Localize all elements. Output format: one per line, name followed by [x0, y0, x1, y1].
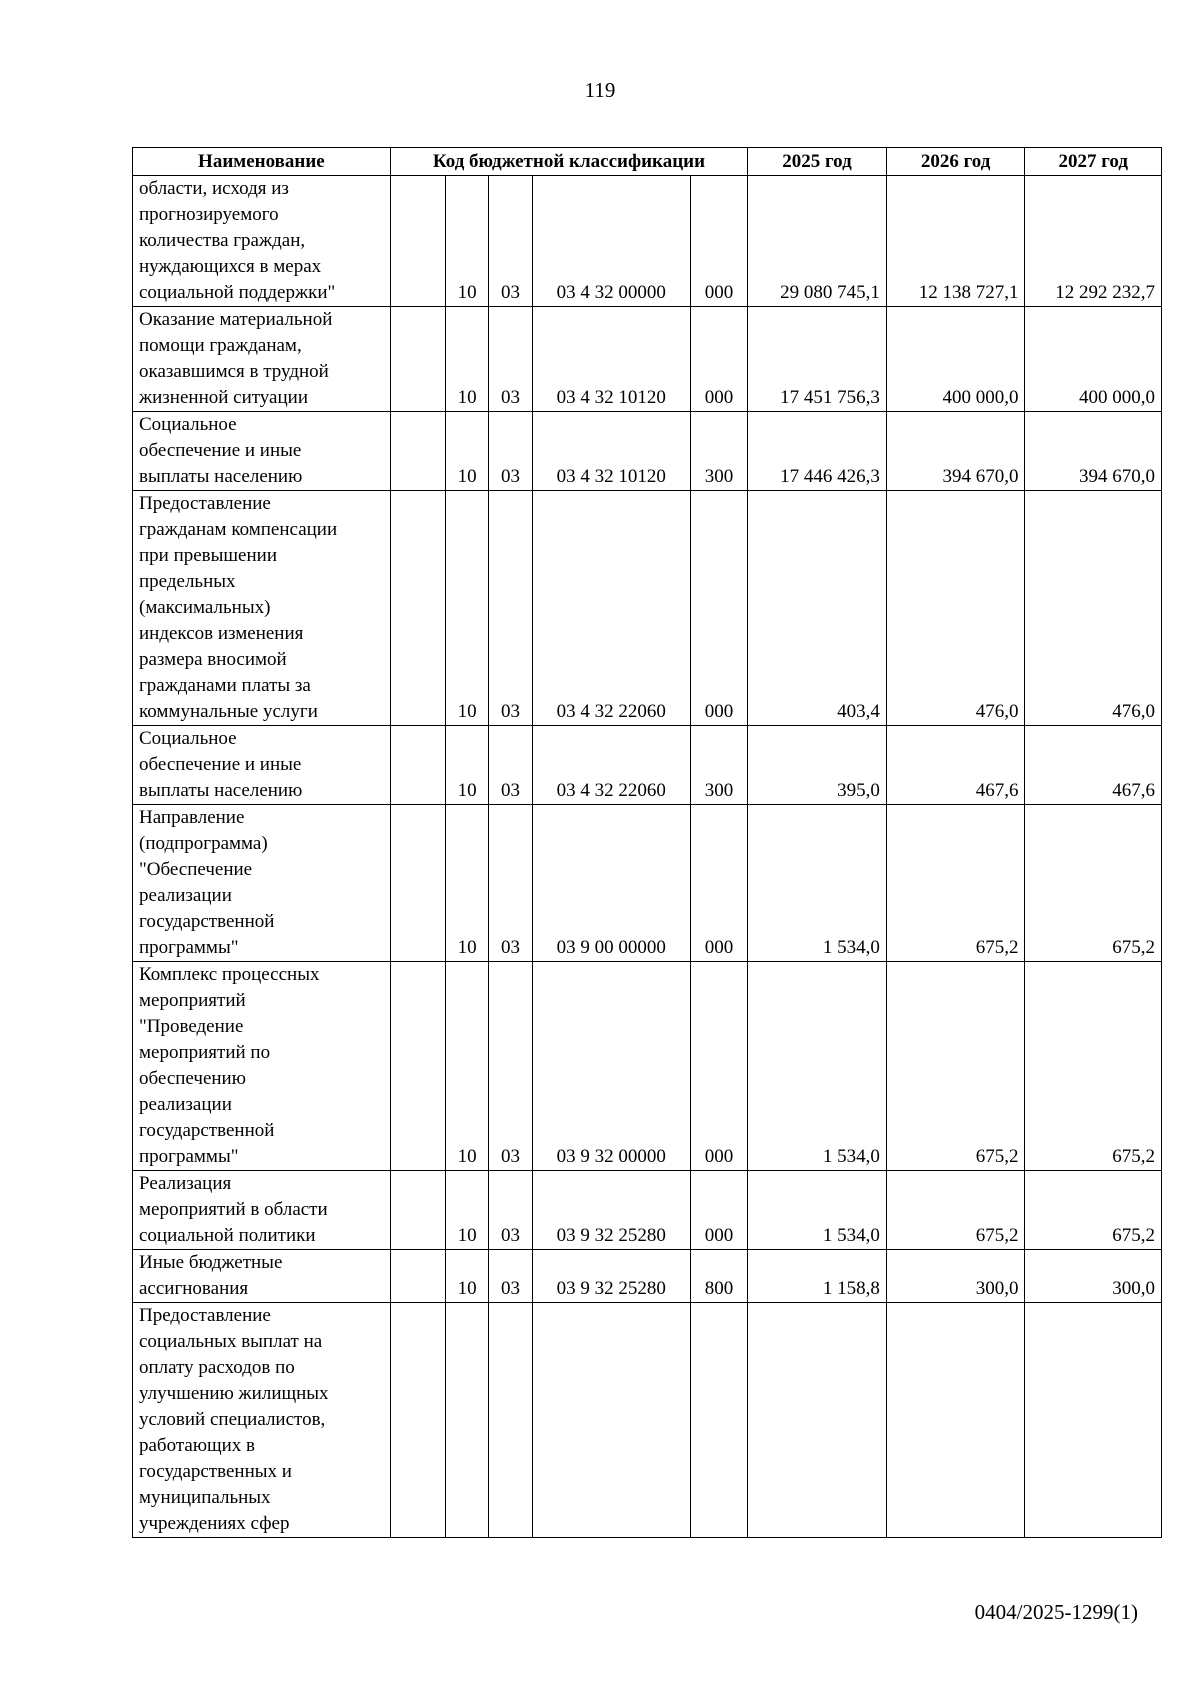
cell-name-line: государственной [139, 1120, 275, 1141]
cell-expense-type-code: 000 [690, 1171, 747, 1250]
cell-amount-2027: 675,2 [1025, 805, 1162, 962]
cell-name-line: Направление [139, 807, 245, 828]
cell-code-part-1 [390, 412, 445, 491]
cell-amount-2026 [886, 1303, 1025, 1538]
cell-amount-2026: 12 138 727,1 [886, 176, 1025, 307]
cell-expense-type-code: 000 [690, 805, 747, 962]
cell-name [133, 1171, 391, 1250]
header-2026: 2026 год [886, 148, 1025, 176]
cell-expense-type-code: 000 [690, 962, 747, 1171]
budget-table [132, 147, 1162, 1538]
cell-name-line: области, исходя из [139, 178, 289, 199]
cell-target-article-code: 03 4 32 22060 [532, 491, 690, 726]
cell-code-part-1 [390, 176, 445, 307]
cell-name-line: количества граждан, [139, 230, 306, 251]
cell-target-article-code: 03 4 32 00000 [532, 176, 690, 307]
cell-amount-2026: 476,0 [886, 491, 1025, 726]
cell-name-line: социальных выплат на [139, 1331, 323, 1352]
table-row [133, 1250, 1162, 1303]
cell-amount-2027: 400 000,0 [1025, 307, 1162, 412]
cell-expense-type-code: 800 [690, 1250, 747, 1303]
cell-name-line: Предоставление [139, 493, 271, 514]
cell-code-part-1 [390, 1171, 445, 1250]
cell-name-line: Иные бюджетные [139, 1252, 283, 1273]
cell-name-line: Социальное [139, 414, 237, 435]
cell-expense-type-code [690, 1303, 747, 1538]
table-row [133, 307, 1162, 412]
cell-amount-2026: 675,2 [886, 962, 1025, 1171]
cell-section-code: 10 [446, 1250, 489, 1303]
cell-name-line: при превышении [139, 545, 277, 566]
cell-name-line: ассигнования [139, 1278, 249, 1299]
cell-name-line: индексов изменения [139, 623, 304, 644]
cell-amount-2025: 395,0 [748, 726, 887, 805]
cell-section-code: 10 [446, 726, 489, 805]
cell-amount-2026: 300,0 [886, 1250, 1025, 1303]
cell-name-line: социальной политики [139, 1225, 316, 1246]
cell-target-article-code [532, 1303, 690, 1538]
cell-name-line: учреждениях сфер [139, 1513, 290, 1534]
table-row [133, 726, 1162, 805]
cell-code-part-1 [390, 307, 445, 412]
cell-name-line: Реализация [139, 1173, 232, 1194]
cell-name-line: обеспечение и иные [139, 754, 302, 775]
cell-target-article-code: 03 4 32 22060 [532, 726, 690, 805]
cell-target-article-code: 03 9 32 25280 [532, 1250, 690, 1303]
cell-section-code: 10 [446, 412, 489, 491]
cell-name-line: оплату расходов по [139, 1357, 295, 1378]
table-row [133, 412, 1162, 491]
cell-name-line: социальной поддержки" [139, 282, 336, 303]
cell-name-line: мероприятий [139, 990, 246, 1011]
cell-name [133, 412, 391, 491]
table-row [133, 491, 1162, 726]
cell-name-line: (подпрограмма) [139, 833, 268, 854]
cell-expense-type-code: 000 [690, 307, 747, 412]
cell-amount-2026: 675,2 [886, 805, 1025, 962]
cell-section-code [446, 1303, 489, 1538]
cell-name [133, 962, 391, 1171]
cell-expense-type-code: 000 [690, 176, 747, 307]
cell-name-line: жизненной ситуации [139, 387, 308, 408]
cell-target-article-code: 03 9 32 25280 [532, 1171, 690, 1250]
cell-amount-2027: 675,2 [1025, 962, 1162, 1171]
table-row [133, 1171, 1162, 1250]
cell-name-line: Предоставление [139, 1305, 271, 1326]
cell-target-article-code: 03 9 32 00000 [532, 962, 690, 1171]
cell-target-article-code: 03 4 32 10120 [532, 307, 690, 412]
header-2027: 2027 год [1025, 148, 1162, 176]
cell-code-part-1 [390, 1303, 445, 1538]
cell-amount-2025: 1 158,8 [748, 1250, 887, 1303]
cell-subsection-code: 03 [489, 726, 532, 805]
cell-expense-type-code: 000 [690, 491, 747, 726]
cell-subsection-code: 03 [489, 491, 532, 726]
cell-name [133, 726, 391, 805]
cell-subsection-code [489, 1303, 532, 1538]
cell-amount-2025: 17 446 426,3 [748, 412, 887, 491]
cell-amount-2026: 675,2 [886, 1171, 1025, 1250]
cell-name-line: Оказание материальной [139, 309, 333, 330]
cell-name-line: помощи гражданам, [139, 335, 302, 356]
cell-target-article-code: 03 9 00 00000 [532, 805, 690, 962]
cell-subsection-code: 03 [489, 307, 532, 412]
cell-name [133, 1250, 391, 1303]
cell-name [133, 805, 391, 962]
cell-amount-2027: 675,2 [1025, 1171, 1162, 1250]
cell-name-line: "Обеспечение [139, 859, 253, 880]
cell-amount-2027: 300,0 [1025, 1250, 1162, 1303]
cell-name-line: размера вносимой [139, 649, 287, 670]
cell-section-code: 10 [446, 1171, 489, 1250]
cell-name-line: государственных и [139, 1461, 292, 1482]
cell-name-line: выплаты населению [139, 780, 303, 801]
cell-name-line: муниципальных [139, 1487, 271, 1508]
page-number: 119 [584, 78, 616, 102]
cell-amount-2025: 1 534,0 [748, 805, 887, 962]
cell-subsection-code: 03 [489, 412, 532, 491]
cell-amount-2027: 467,6 [1025, 726, 1162, 805]
table-header-row [133, 148, 1162, 176]
cell-amount-2025: 29 080 745,1 [748, 176, 887, 307]
cell-name-line: Комплекс процессных [139, 964, 320, 985]
cell-subsection-code: 03 [489, 1250, 532, 1303]
table-body [133, 176, 1162, 1538]
cell-name-line: программы" [139, 1146, 239, 1167]
cell-name-line: мероприятий по [139, 1042, 271, 1063]
cell-amount-2025 [748, 1303, 887, 1538]
header-code: Код бюджетной классификации [390, 148, 747, 176]
cell-amount-2026: 394 670,0 [886, 412, 1025, 491]
cell-amount-2027: 12 292 232,7 [1025, 176, 1162, 307]
cell-section-code: 10 [446, 307, 489, 412]
cell-code-part-1 [390, 962, 445, 1171]
cell-name-line: прогнозируемого [139, 204, 279, 225]
cell-section-code: 10 [446, 491, 489, 726]
document-number: 0404/2025-1299(1) [974, 1600, 1138, 1624]
cell-name-line: реализации [139, 1094, 232, 1115]
header-name: Наименование [133, 148, 391, 176]
cell-code-part-1 [390, 805, 445, 962]
cell-name [133, 176, 391, 307]
cell-subsection-code: 03 [489, 1171, 532, 1250]
cell-amount-2026: 400 000,0 [886, 307, 1025, 412]
cell-amount-2027 [1025, 1303, 1162, 1538]
cell-name-line: улучшению жилищных [139, 1383, 329, 1404]
cell-name-line: выплаты населению [139, 466, 303, 487]
cell-name-line: гражданам компенсации [139, 519, 338, 540]
cell-expense-type-code: 300 [690, 726, 747, 805]
table-row [133, 1303, 1162, 1538]
table-row [133, 962, 1162, 1171]
cell-name-line: условий специалистов, [139, 1409, 326, 1430]
cell-name-line: "Проведение [139, 1016, 244, 1037]
cell-name-line: мероприятий в области [139, 1199, 328, 1220]
cell-target-article-code: 03 4 32 10120 [532, 412, 690, 491]
cell-amount-2025: 1 534,0 [748, 962, 887, 1171]
cell-section-code: 10 [446, 962, 489, 1171]
cell-name-line: коммунальные услуги [139, 701, 318, 722]
cell-section-code: 10 [446, 805, 489, 962]
cell-code-part-1 [390, 1250, 445, 1303]
cell-name [133, 307, 391, 412]
cell-expense-type-code: 300 [690, 412, 747, 491]
cell-amount-2027: 476,0 [1025, 491, 1162, 726]
cell-name-line: программы" [139, 937, 239, 958]
table-row [133, 805, 1162, 962]
cell-name-line: нуждающихся в мерах [139, 256, 322, 277]
cell-amount-2026: 467,6 [886, 726, 1025, 805]
cell-name-line: обеспечению [139, 1068, 246, 1089]
cell-name-line: работающих в [139, 1435, 256, 1456]
cell-subsection-code: 03 [489, 176, 532, 307]
cell-amount-2027: 394 670,0 [1025, 412, 1162, 491]
cell-subsection-code: 03 [489, 962, 532, 1171]
cell-code-part-1 [390, 491, 445, 726]
cell-name-line: Социальное [139, 728, 237, 749]
cell-name-line: предельных [139, 571, 236, 592]
cell-name [133, 491, 391, 726]
cell-section-code: 10 [446, 176, 489, 307]
cell-name [133, 1303, 391, 1538]
cell-name-line: государственной [139, 911, 275, 932]
header-2025: 2025 год [748, 148, 887, 176]
cell-amount-2025: 17 451 756,3 [748, 307, 887, 412]
cell-name-line: реализации [139, 885, 232, 906]
table-row [133, 176, 1162, 307]
cell-name-line: обеспечение и иные [139, 440, 302, 461]
cell-subsection-code: 03 [489, 805, 532, 962]
cell-name-line: оказавшимся в трудной [139, 361, 329, 382]
cell-name-line: гражданами платы за [139, 675, 311, 696]
cell-code-part-1 [390, 726, 445, 805]
cell-amount-2025: 403,4 [748, 491, 887, 726]
cell-amount-2025: 1 534,0 [748, 1171, 887, 1250]
cell-name-line: (максимальных) [139, 597, 271, 618]
